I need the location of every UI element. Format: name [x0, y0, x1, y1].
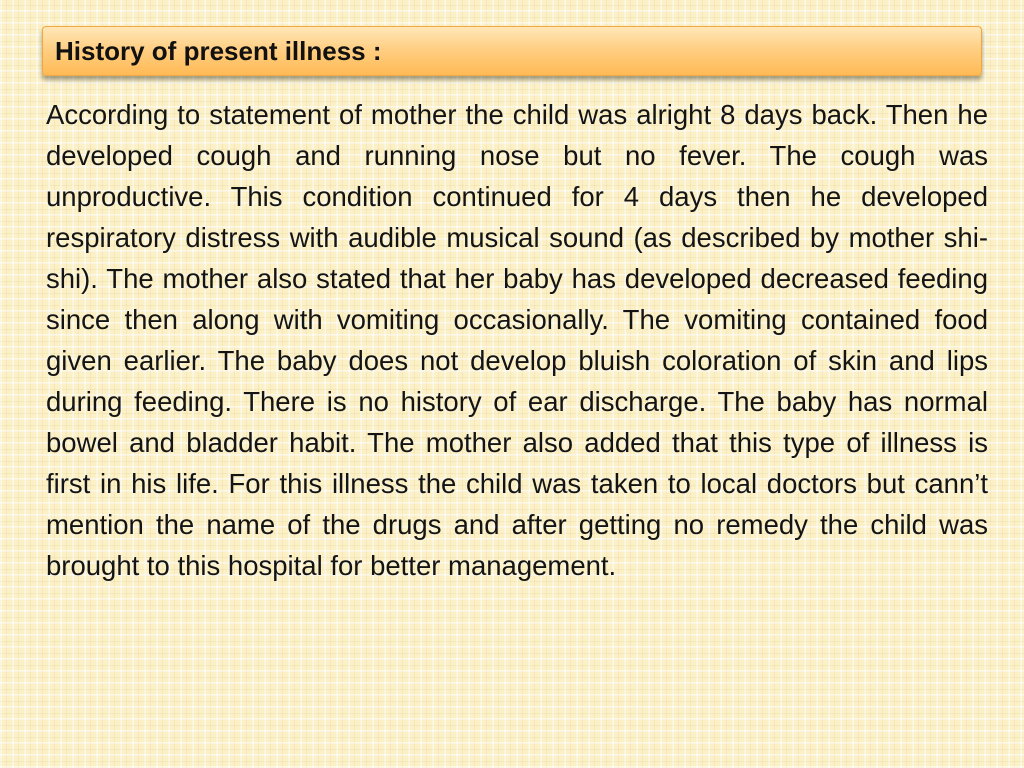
title-bar — [42, 26, 982, 76]
slide-title: History of present illness : — [55, 35, 382, 66]
body-paragraph: According to statement of mother the child was alright 8 days back. Then he developed cough and running nose but no fever. The cough was unproductive. This condition continued for 4 days then he developed respiratory distress with audible musical sound (as described by mother shi-shi). The mother also stated that her baby has developed decreased feeding since then along with vomiting occasionally. The vomiting contained food given earlier. The baby does not develop bluish coloration of skin and lips during feeding. There is no history of ear discharge. The baby has normal bowel and bladder habit. The mother also added that this type of illness is first in his life. For this illness the child was taken to local doctors but cann’t mention the name of the drugs and after getting no remedy the child was brought to this hospital for better management. — [46, 99, 988, 581]
